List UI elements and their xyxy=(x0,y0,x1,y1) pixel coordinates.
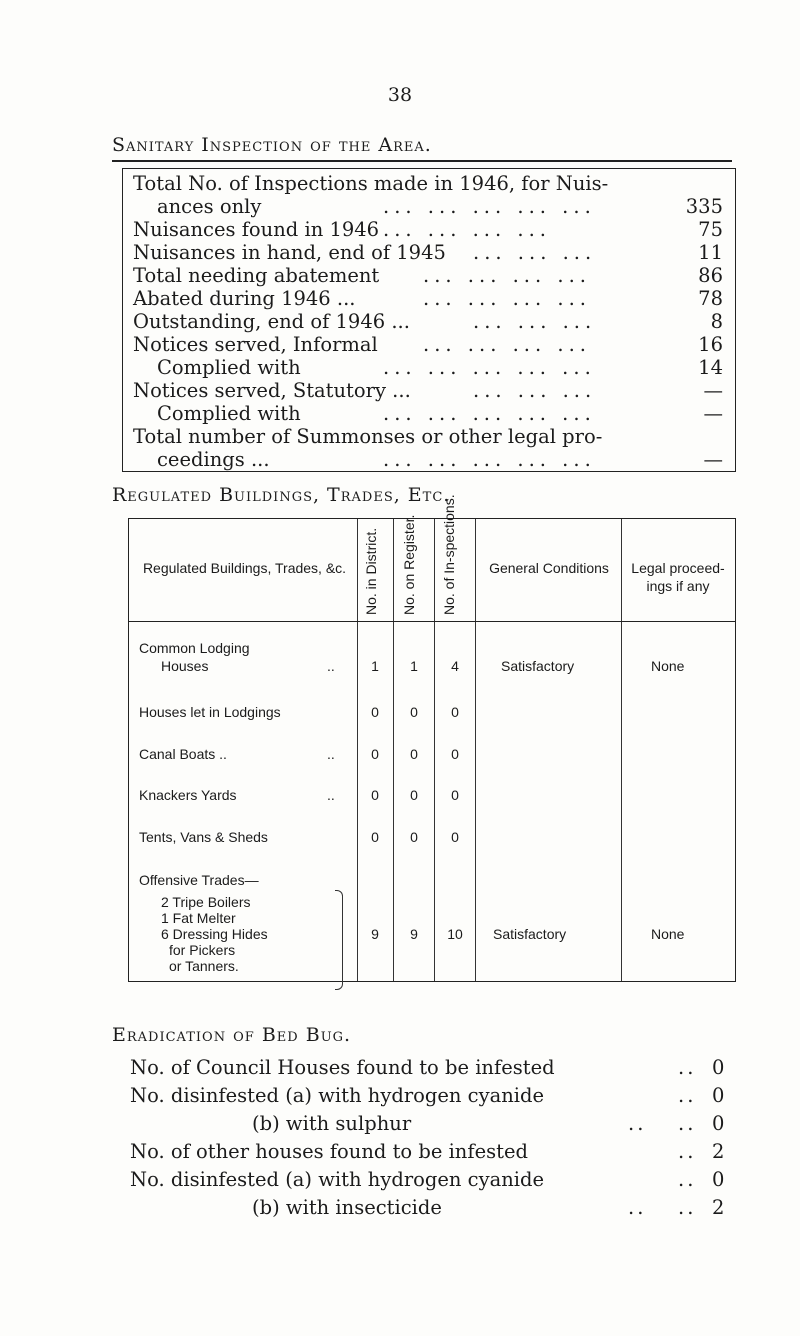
col-header-conditions: General Conditions xyxy=(489,560,609,576)
bug-row: No. disinfested (a) with hydrogen cyanide .. 0 xyxy=(130,1168,725,1191)
legal-proceedings: None xyxy=(651,658,685,674)
col-header-inspections: No. of In-spections. xyxy=(441,494,457,615)
col-header-legal: Legal proceed-ings if any xyxy=(631,560,725,594)
section-title-regulated-buildings: Regulated Buildings, Trades, Etc. xyxy=(112,484,451,506)
inspection-summary-box: Total No. of Inspections made in 1946, for Nuis- ances only ... ... ... ... ... 335 Nuisances found in 1946 ... ... ... ... 75 Nuisances in hand, end of 1945 ... ... ... 11 Total needing abatement ... ... ... ... 86 Abated during 1946 ... ... ... ... ... 78 Outstanding, end of 1946 ... ... ... ... 8 Notices served, Informal ... ... ... ... 16 Complied with ... ... ... ... ... 14 Notices served, Statutory ... ... ... ... — Complied with ... ... ... ... ... — Total number of Summonses or other legal pro- ceedings ... ... ... ... ... ... — xyxy=(122,168,736,472)
offensive-item: 6 Dressing Hides xyxy=(161,926,268,942)
regulated-buildings-table: Regulated Buildings, Trades, &c. No. in District. No. on Register. No. of In-spections. General Conditions Legal proceed-ings if any Common Lodging Houses .. 1 1 4 Satisfactory None Houses let in Lodgings 0 0 0 Canal Boats .. .. 0 0 0 Knackers Yards .. 0 0 0 Tents, Vans & Sheds 0 0 0 Offensive Trades— 2 Tripe Boilers 1 Fat Melter 6 Dressing Hides for Pickers or Tanners. 9 9 10 Satisfactory None xyxy=(128,518,736,982)
row-name: Houses let in Lodgings xyxy=(139,704,281,720)
district-count: 1 xyxy=(371,658,379,674)
col-header-buildings: Regulated Buildings, Trades, &c. xyxy=(142,560,347,576)
bug-row: No. disinfested (a) with hydrogen cyanide .. 0 xyxy=(130,1084,725,1107)
bug-row: No. of Council Houses found to be infested .. 0 xyxy=(130,1056,725,1079)
header-rule xyxy=(129,621,735,622)
offensive-item: 2 Tripe Boilers xyxy=(161,894,251,910)
heading-rule xyxy=(112,160,732,162)
offensive-item: 1 Fat Melter xyxy=(161,910,236,926)
row-name: Common Lodging xyxy=(139,640,250,656)
col-header-register: No. on Register. xyxy=(401,514,417,615)
inspection-count: 4 xyxy=(451,658,459,674)
bug-row: No. of other houses found to be infested .. 2 xyxy=(130,1140,725,1163)
row-name-cont: Houses xyxy=(161,658,209,674)
section-title-sanitary-inspection: Sanitary Inspection of the Area. xyxy=(112,134,432,156)
offensive-item: for Pickers xyxy=(169,942,236,958)
row-name: Knackers Yards xyxy=(139,787,237,803)
register-count: 1 xyxy=(410,658,418,674)
brace-icon xyxy=(335,890,343,990)
row-name: Canal Boats .. xyxy=(139,746,227,762)
general-conditions: Satisfactory xyxy=(501,658,575,674)
row-name: Tents, Vans & Sheds xyxy=(139,829,268,845)
section-title-bed-bug: Eradication of Bed Bug. xyxy=(112,1024,352,1046)
offensive-item: or Tanners. xyxy=(169,958,239,974)
col-header-district: No. in District. xyxy=(363,527,379,615)
page-number: 38 xyxy=(387,84,413,106)
offensive-trades-heading: Offensive Trades— xyxy=(139,872,259,888)
